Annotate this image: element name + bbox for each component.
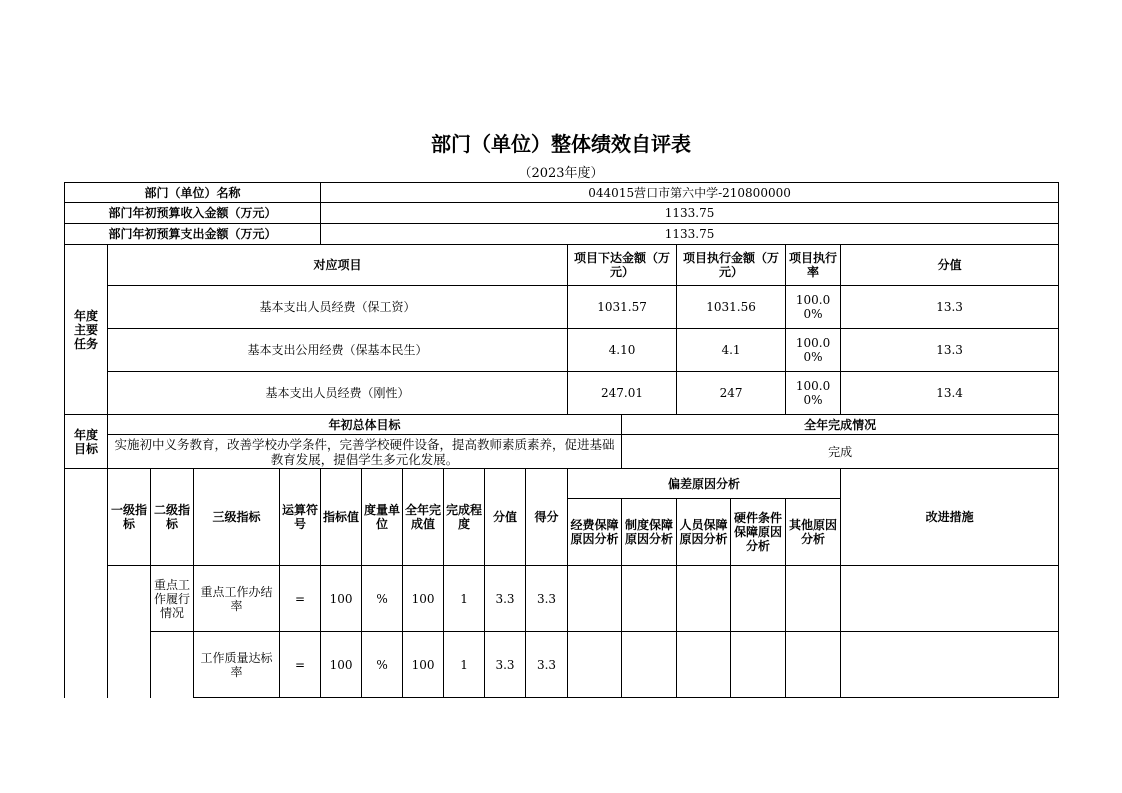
indicator-operator: =: [280, 632, 321, 698]
indicator-level3: 重点工作办结率: [194, 566, 280, 632]
indicator-level2: [151, 632, 194, 698]
goals-target-header: 年初总体目标: [108, 415, 622, 435]
ind-header-improve: 改进措施: [841, 469, 1059, 566]
indicator-actual: 100: [403, 632, 444, 698]
indicators-left-blank: [65, 469, 108, 566]
indicator-degree: 1: [444, 566, 485, 632]
ind-header-degree: 完成程度: [444, 469, 485, 566]
indicator-improve: [841, 566, 1059, 632]
task-executed: 247: [677, 372, 786, 415]
tasks-header-score-value: 分值: [841, 245, 1059, 286]
evaluation-table: [64, 182, 1059, 698]
indicator-unit: %: [362, 566, 403, 632]
dept-value: 044015营口市第六中学-210800000: [321, 183, 1059, 203]
tasks-header-row: [65, 245, 1059, 286]
indicator-level2: 重点工作履行情况: [151, 566, 194, 632]
expense-row: [65, 224, 1059, 245]
expense-label: 部门年初预算支出金额（万元）: [65, 224, 321, 245]
ind-header-score-value: 分值: [485, 469, 526, 566]
indicator-other: [786, 632, 841, 698]
task-issued: 1031.57: [568, 286, 677, 329]
tasks-header-executed: 项目执行金额（万元）: [677, 245, 786, 286]
indicators-header-row: [65, 469, 1059, 499]
indicator-target: 100: [321, 566, 362, 632]
goals-target-text: 实施初中义务教育，改善学校办学条件，完善学校硬件设备，提高教师素质素养，促进基础教育发展，提倡学生多元化发展。: [108, 435, 622, 469]
tasks-header-rate: 项目执行率: [786, 245, 841, 286]
ind-header-other: 其他原因分析: [786, 499, 841, 566]
dept-label: 部门（单位）名称: [65, 183, 321, 203]
task-score-value: 13.3: [841, 286, 1059, 329]
indicator-level1: [108, 566, 151, 698]
task-row: [65, 372, 1059, 415]
indicator-score-value: 3.3: [485, 566, 526, 632]
expense-value: 1133.75: [321, 224, 1059, 245]
task-rate: 100.00%: [786, 329, 841, 372]
ind-header-system: 制度保障原因分析: [622, 499, 677, 566]
ind-header-level3: 三级指标: [194, 469, 280, 566]
indicator-funding: [568, 566, 622, 632]
ind-header-personnel: 人员保障原因分析: [677, 499, 731, 566]
indicator-actual: 100: [403, 566, 444, 632]
ind-header-level1: 一级指标: [108, 469, 151, 566]
goals-section-label: 年度 目标: [65, 415, 108, 469]
task-row: [65, 286, 1059, 329]
indicator-improve: [841, 632, 1059, 698]
task-project: 基本支出人员经费（保工资）: [108, 286, 568, 329]
indicator-score: 3.3: [526, 632, 568, 698]
task-issued: 4.10: [568, 329, 677, 372]
task-rate: 100.00%: [786, 286, 841, 329]
ind-header-hardware: 硬件条件保障原因分析: [731, 499, 786, 566]
tasks-header-project: 对应项目: [108, 245, 568, 286]
evaluation-sheet: [64, 182, 1059, 698]
task-project: 基本支出人员经费（刚性）: [108, 372, 568, 415]
indicator-degree: 1: [444, 632, 485, 698]
goals-completion-header: 全年完成情况: [622, 415, 1059, 435]
indicator-row: [65, 632, 1059, 698]
task-issued: 247.01: [568, 372, 677, 415]
indicator-unit: %: [362, 632, 403, 698]
task-executed: 4.1: [677, 329, 786, 372]
ind-header-deviation: 偏差原因分析: [568, 469, 841, 499]
indicator-funding: [568, 632, 622, 698]
indicator-left-blank: [65, 566, 108, 698]
task-rate: 100.00%: [786, 372, 841, 415]
tasks-section-label: 年度 主要 任务: [65, 245, 108, 415]
task-executed: 1031.56: [677, 286, 786, 329]
ind-header-unit: 度量单位: [362, 469, 403, 566]
task-score-value: 13.4: [841, 372, 1059, 415]
tasks-header-issued: 项目下达金额（万元）: [568, 245, 677, 286]
page-subtitle: （2023年度）: [518, 166, 604, 181]
indicator-personnel: [677, 632, 731, 698]
indicator-hardware: [731, 566, 786, 632]
goals-completion-text: 完成: [622, 435, 1059, 469]
indicator-personnel: [677, 566, 731, 632]
dept-row: [65, 183, 1059, 203]
indicator-system: [622, 566, 677, 632]
income-label: 部门年初预算收入金额（万元）: [65, 203, 321, 224]
income-row: [65, 203, 1059, 224]
ind-header-target: 指标值: [321, 469, 362, 566]
goals-header-row: [65, 415, 1059, 435]
ind-header-level2: 二级指标: [151, 469, 194, 566]
ind-header-funding: 经费保障原因分析: [568, 499, 622, 566]
ind-header-operator: 运算符号: [280, 469, 321, 566]
indicator-row: [65, 566, 1059, 632]
indicator-score-value: 3.3: [485, 632, 526, 698]
page-title: 部门（单位）整体绩效自评表: [431, 132, 691, 156]
indicator-target: 100: [321, 632, 362, 698]
ind-header-score: 得分: [526, 469, 568, 566]
income-value: 1133.75: [321, 203, 1059, 224]
indicator-operator: =: [280, 566, 321, 632]
indicator-hardware: [731, 632, 786, 698]
goals-content-row: [65, 435, 1059, 469]
indicator-level3: 工作质量达标率: [194, 632, 280, 698]
indicator-score: 3.3: [526, 566, 568, 632]
indicator-system: [622, 632, 677, 698]
indicator-other: [786, 566, 841, 632]
ind-header-actual: 全年完成值: [403, 469, 444, 566]
task-row: [65, 329, 1059, 372]
task-score-value: 13.3: [841, 329, 1059, 372]
task-project: 基本支出公用经费（保基本民生）: [108, 329, 568, 372]
